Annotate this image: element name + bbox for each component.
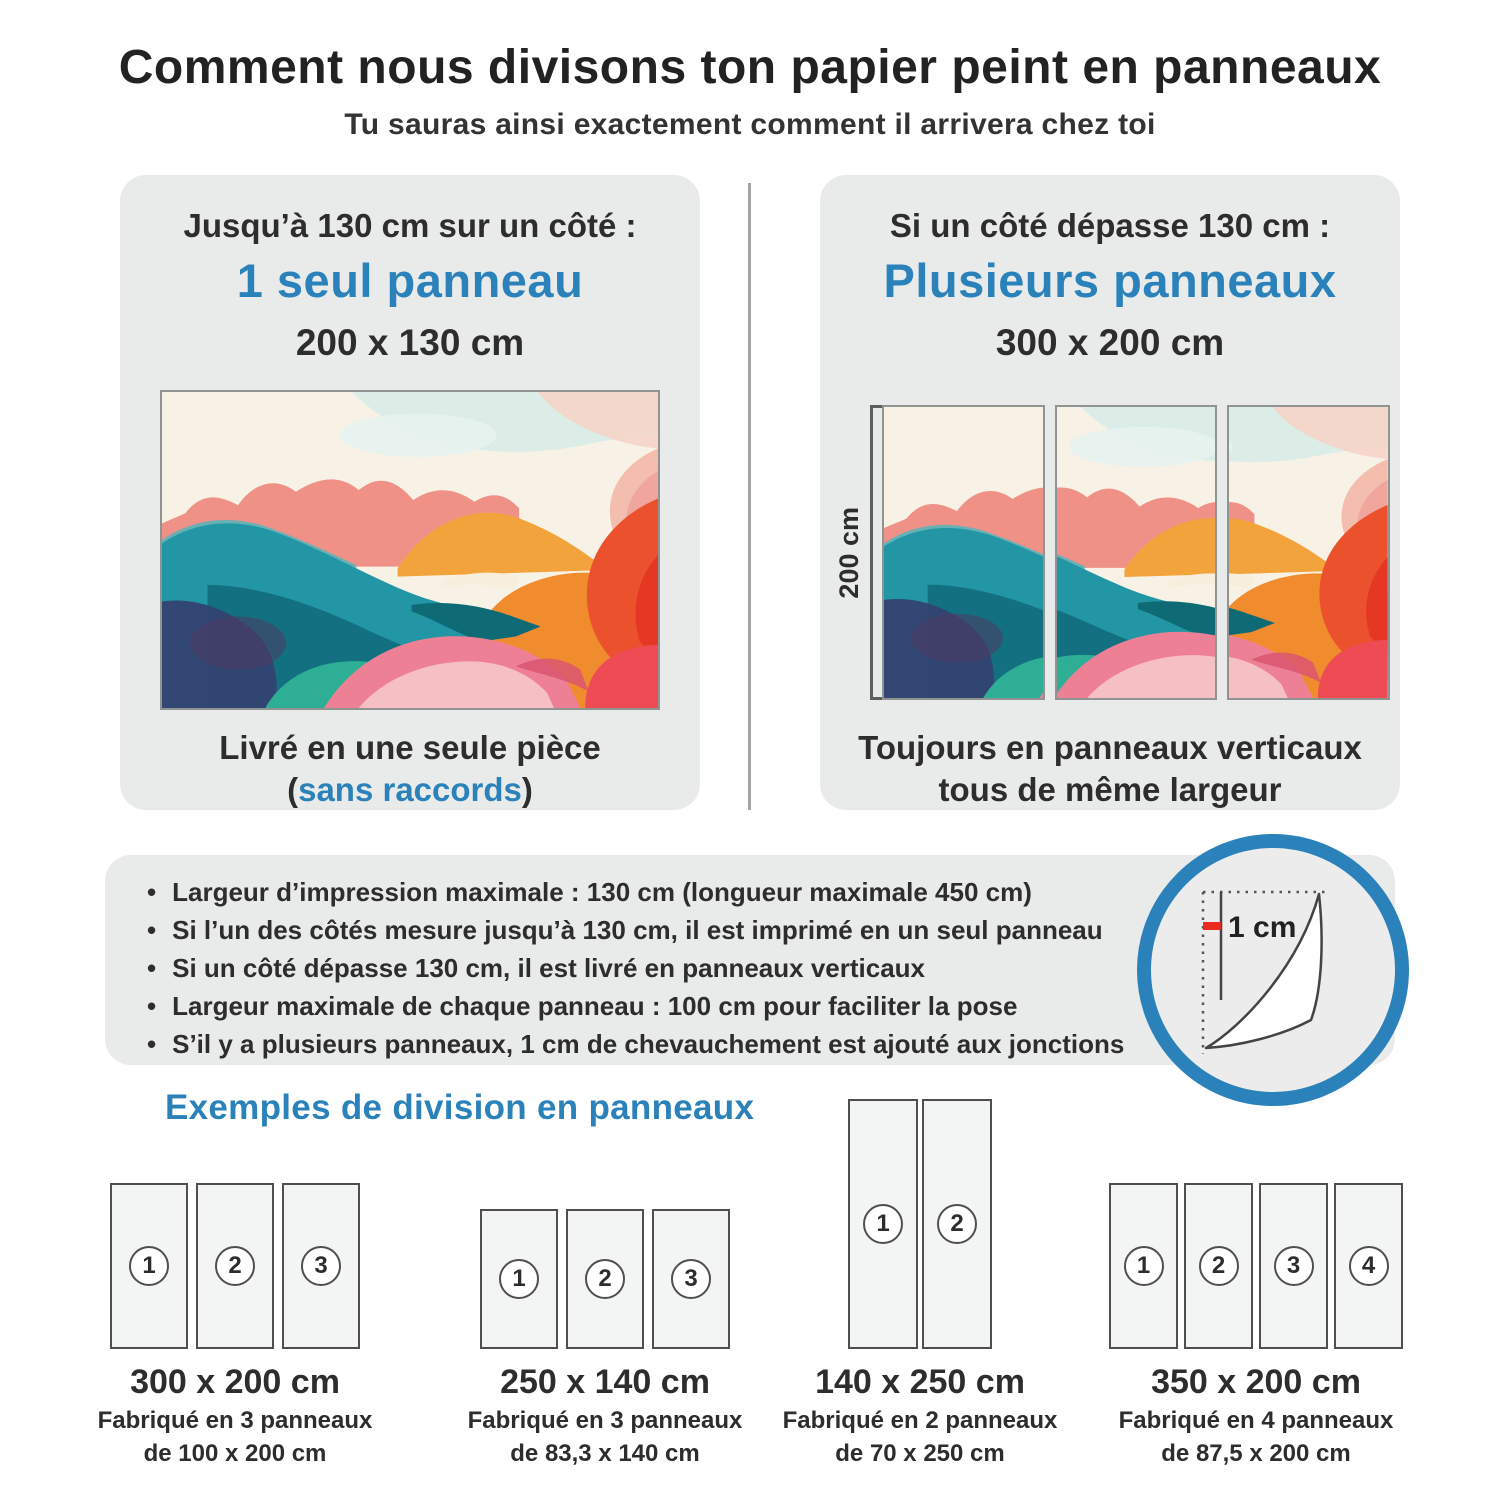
height-measure-label: 200 cm [834, 506, 864, 599]
multi-panel-card [820, 175, 1400, 810]
example-panels [1106, 1099, 1406, 1349]
example-panel [480, 1209, 558, 1349]
caption-highlight: sans raccords [298, 771, 522, 808]
example-group-350x200 [1106, 1099, 1406, 1468]
wallpaper-panels-preview [882, 405, 1390, 700]
example-panel [848, 1099, 918, 1349]
rule-item: • Si un côté dépasse 130 cm, il est livré en panneaux verticaux [147, 951, 1157, 985]
panel-number-badge: 4 [1349, 1246, 1389, 1286]
example-panels [455, 1099, 755, 1349]
multi-card-caption [820, 727, 1400, 811]
rule-item: • Largeur maximale de chaque panneau : 100 cm pour faciliter la pose [147, 989, 1157, 1023]
example-caption-line1: Fabriqué en 2 panneaux [782, 1407, 1058, 1434]
examples-heading: Exemples de division en panneaux [165, 1088, 755, 1127]
multi-card-condition: Si un côté dépasse 130 cm : [889, 207, 1331, 244]
example-caption-line2: de 87,5 x 200 cm [1161, 1440, 1351, 1467]
overlap-illustration [1137, 834, 1409, 1106]
panel-number-badge: 3 [671, 1259, 711, 1299]
example-caption-line1: Fabriqué en 3 panneaux [467, 1407, 743, 1434]
example-panels [85, 1099, 385, 1349]
overlap-size-label: 1 cm [1228, 911, 1297, 944]
page-title: Comment nous divisons ton papier peint en panneaux [118, 41, 1382, 94]
panel-number-badge: 3 [301, 1246, 341, 1286]
single-card-dimensions: 200 x 130 cm [295, 322, 525, 363]
example-panel [922, 1099, 992, 1349]
page-subtitle: Tu sauras ainsi exactement comment il arrivera chez toi [344, 108, 1156, 141]
example-group-140x250 [770, 1099, 1070, 1468]
example-group-250x140 [455, 1099, 755, 1468]
single-caption-line2 [120, 769, 700, 811]
multi-card-dimensions: 300 x 200 cm [995, 322, 1225, 363]
example-dimensions: 350 x 200 cm [1151, 1363, 1361, 1401]
single-caption-line1: Livré en une seule pièce [219, 729, 601, 766]
panel-number-badge: 1 [499, 1259, 539, 1299]
example-group-300x200 [85, 1099, 385, 1468]
example-caption-line1: Fabriqué en 3 panneaux [97, 1407, 373, 1434]
single-card-headline: 1 seul panneau [236, 254, 584, 307]
example-panel [196, 1183, 274, 1349]
example-panel [1259, 1183, 1328, 1349]
example-dimensions: 300 x 200 cm [130, 1363, 340, 1401]
panel-number-badge: 2 [1199, 1246, 1239, 1286]
panel-number-badge: 1 [1124, 1246, 1164, 1286]
caption-paren-close: ) [521, 771, 533, 808]
panel-number-badge: 1 [129, 1246, 169, 1286]
panel-number-badge: 1 [863, 1204, 903, 1244]
example-dimensions: 140 x 250 cm [815, 1363, 1025, 1401]
panel-number-badge: 2 [215, 1246, 255, 1286]
card-divider [748, 183, 751, 810]
example-panels [770, 1099, 1070, 1349]
rule-item: • S’il y a plusieurs panneaux, 1 cm de chevauchement est ajouté aux jonctions [147, 1027, 1157, 1061]
example-panel [282, 1183, 360, 1349]
example-panel [652, 1209, 730, 1349]
example-panel [1334, 1183, 1403, 1349]
example-panel [110, 1183, 188, 1349]
multi-card-headline: Plusieurs panneaux [883, 254, 1337, 307]
wallpaper-preview-image [160, 390, 660, 710]
wallpaper-panel [1227, 405, 1390, 700]
panel-number-badge: 3 [1274, 1246, 1314, 1286]
height-measurement [834, 405, 883, 700]
panel-number-badge: 2 [585, 1259, 625, 1299]
rule-item: • Largeur d’impression maximale : 130 cm (longueur maximale 450 cm) [147, 875, 1157, 909]
example-dimensions: 250 x 140 cm [500, 1363, 710, 1401]
caption-paren-open: ( [287, 771, 299, 808]
example-panel [566, 1209, 644, 1349]
panel-number-badge: 2 [937, 1204, 977, 1244]
example-panel [1184, 1183, 1253, 1349]
single-card-condition: Jusqu’à 130 cm sur un côté : [183, 207, 637, 244]
wallpaper-overlap-icon [1151, 848, 1395, 1092]
single-card-caption [120, 727, 700, 811]
example-panel [1109, 1183, 1178, 1349]
multi-caption-line2: tous de même largeur [938, 771, 1282, 808]
wallpaper-panel [1055, 405, 1218, 700]
rule-item: • Si l’un des côtés mesure jusqu’à 130 cm, il est imprimé en un seul panneau [147, 913, 1157, 947]
example-caption-line1: Fabriqué en 4 panneaux [1118, 1407, 1394, 1434]
single-panel-card [120, 175, 700, 810]
example-caption-line2: de 100 x 200 cm [143, 1440, 327, 1467]
multi-caption-line1: Toujours en panneaux verticaux [858, 729, 1362, 766]
wallpaper-panel [882, 405, 1045, 700]
example-caption-line2: de 83,3 x 140 cm [510, 1440, 700, 1467]
example-caption-line2: de 70 x 250 cm [835, 1440, 1005, 1467]
